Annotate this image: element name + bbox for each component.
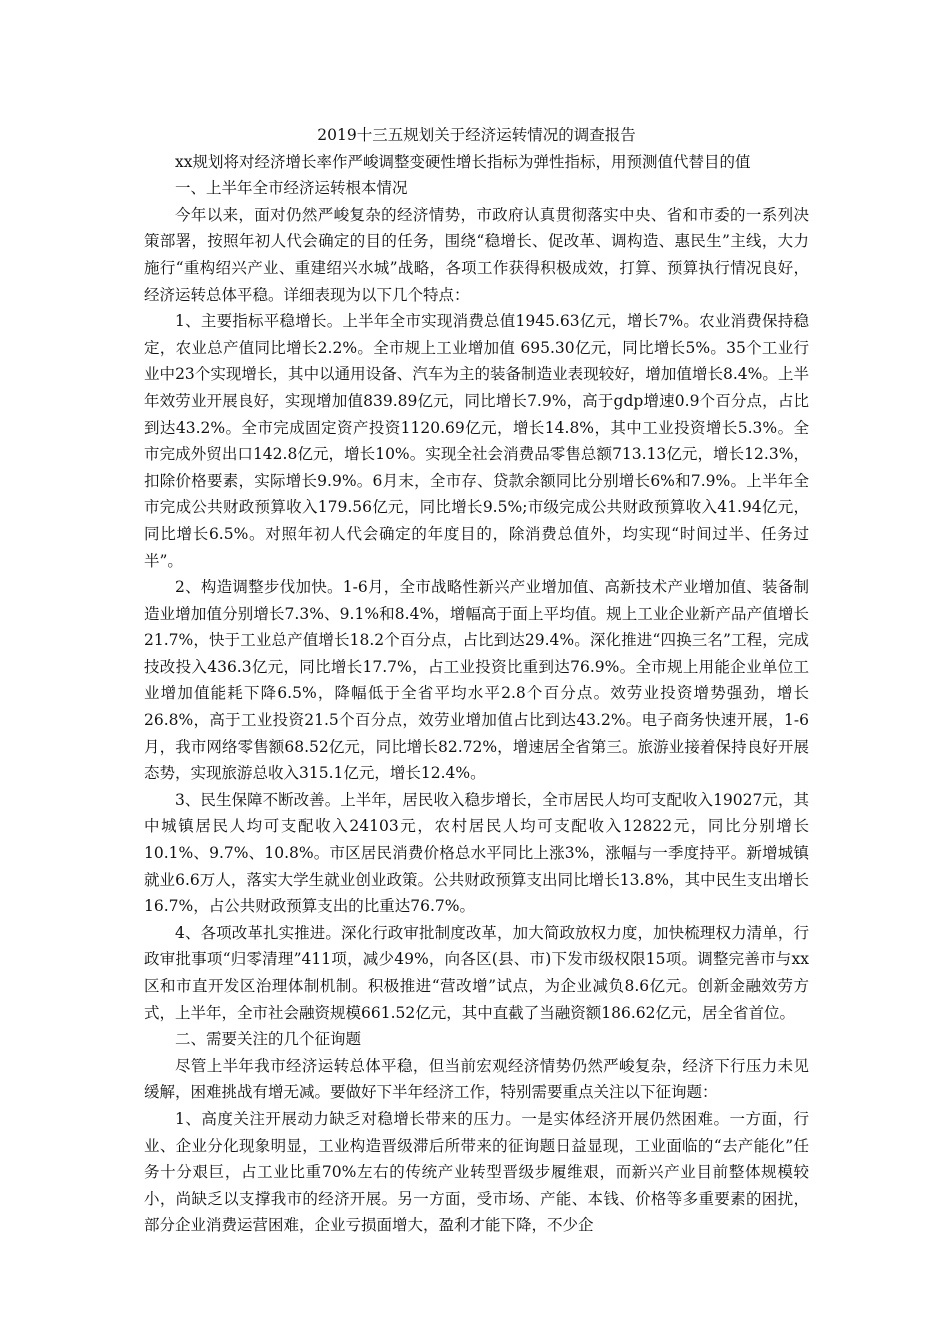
paragraph-issues-intro: 尽管上半年我市经济运转总体平稳，但当前宏观经济情势仍然严峻复杂，经济下行压力未见缓解，困难挑战有增无减。要做好下半年经济工作，特别需要重点关注以下征询题： <box>144 1056 809 1102</box>
document-title: 2019十三五规划关于经济运转情况的调查报告 <box>317 126 636 144</box>
section-heading-2: 二、需要关注的几个征询题 <box>175 1030 362 1049</box>
paragraph-intro: xx规划将对经济增长率作严峻调整变硬性增长指标为弹性指标，用预测值代替目的值 <box>175 152 751 171</box>
paragraph-point-3: 3、民生保障不断改善。上半年，居民收入稳步增长，全市居民人均可支配收入19027元，其中城镇居民人均可支配收入24103元，农村居民人均可支配收入12822元，同比分别增长10.1%、9.7%、10.8%。市区居民消费价格总水平同比上涨3%，涨幅与一季度持平。新增城镇就业6.6万人，落实大学生就业创业政策。公共财政预算支出同比增长13.8%，其中民生支出增长16.7%，占公共财政预算支出的比重达76.7%。 <box>144 790 809 916</box>
paragraph-point-1: 1、主要指标平稳增长。上半年全市实现消费总值1945.63亿元，增长7%。农业消费保持稳定，农业总产值同比增长2.2%。全市规上工业增加值 695.30亿元，同比增长5%。35个工业行业中23个实现增长，其中以通用设备、汽车为主的装备制造业表现较好，增加值增长8.4%。上半年效劳业开展良好，实现增加值839.89亿元，同比增长7.9%，高于gdp增速0.9个百分点，占比到达43.2%。全市完成固定资产投资1120.69亿元，增长14.8%，其中工业投资增长5.3%。全市完成外贸出口142.8亿元，增长10%。实现全社会消费品零售总额713.13亿元，增长12.3%，扣除价格要素，实际增长9.9%。6月末，全市存、贷款余额同比分别增长6%和7.9%。上半年全市完成公共财政预算收入179.56亿元，同比增长9.5%;市级完成公共财政预算收入41.94亿元，同比增长6.5%。对照年初人代会确定的年度目的，除消费总值外，均实现“时间过半、任务过半”。 <box>144 312 809 570</box>
section-heading-1: 一、上半年全市经济运转根本情况 <box>175 179 408 198</box>
paragraph-point-4: 4、各项改革扎实推进。深化行政审批制度改革，加大简政放权力度，加快梳理权力清单，行政审批事项“归零清理”411项，减少49%，向各区(县、市)下发市级权限15项。调整完善市与xx区和市直开发区治理体制机制。积极推进“营改增”试点，为企业减负8.6亿元。创新金融效劳方式，上半年，全市社会融资规模661.52亿元，其中直截了当融资额186.62亿元，居全省首位。 <box>144 923 809 1022</box>
paragraph-point-2: 2、构造调整步伐加快。1-6月，全市战略性新兴产业增加值、高新技术产业增加值、装备制造业增加值分别增长7.3%、9.1%和8.4%，增幅高于面上平均值。规上工业企业新产品产值增长21.7%，快于工业总产值增长18.2个百分点，占比到达29.4%。深化推进“四换三名”工程，完成技改投入436.3亿元，同比增长17.7%，占工业投资比重到达76.9%。全市规上用能企业单位工业增加值能耗下降6.5%，降幅低于全省平均水平2.8个百分点。效劳业投资增势强劲，增长26.8%，高于工业投资21.5个百分点，效劳业增加值占比到达43.2%。电子商务快速开展，1-6月，我市网络零售额68.52亿元，同比增长82.72%，增速居全省第三。旅游业接着保持良好开展态势，实现旅游总收入315.1亿元，增长12.4%。 <box>144 578 809 783</box>
document-body <box>144 122 809 1239</box>
paragraph-issue-1: 1、高度关注开展动力缺乏对稳增长带来的压力。一是实体经济开展仍然困难。一方面，行业、企业分化现象明显，工业构造晋级滞后所带来的征询题日益显现，工业面临的“去产能化”任务十分艰巨，占工业比重70%左右的传统产业转型晋级步履维艰，而新兴产业目前整体规模较小，尚缺乏以支撑我市的经济开展。另一方面，受市场、产能、本钱、价格等多重要素的困扰，部分企业消费运营困难，企业亏损面增大，盈利才能下降，不少企 <box>144 1109 809 1235</box>
paragraph-overview: 今年以来，面对仍然严峻复杂的经济情势，市政府认真贯彻落实中央、省和市委的一系列决策部署，按照年初人代会确定的目的任务，围绕“稳增长、促改革、调构造、惠民生”主线，大力施行“重构绍兴产业、重建绍兴水城”战略，各项工作获得积极成效，打算、预算执行情况良好，经济运转总体平稳。详细表现为以下几个特点： <box>144 205 809 304</box>
